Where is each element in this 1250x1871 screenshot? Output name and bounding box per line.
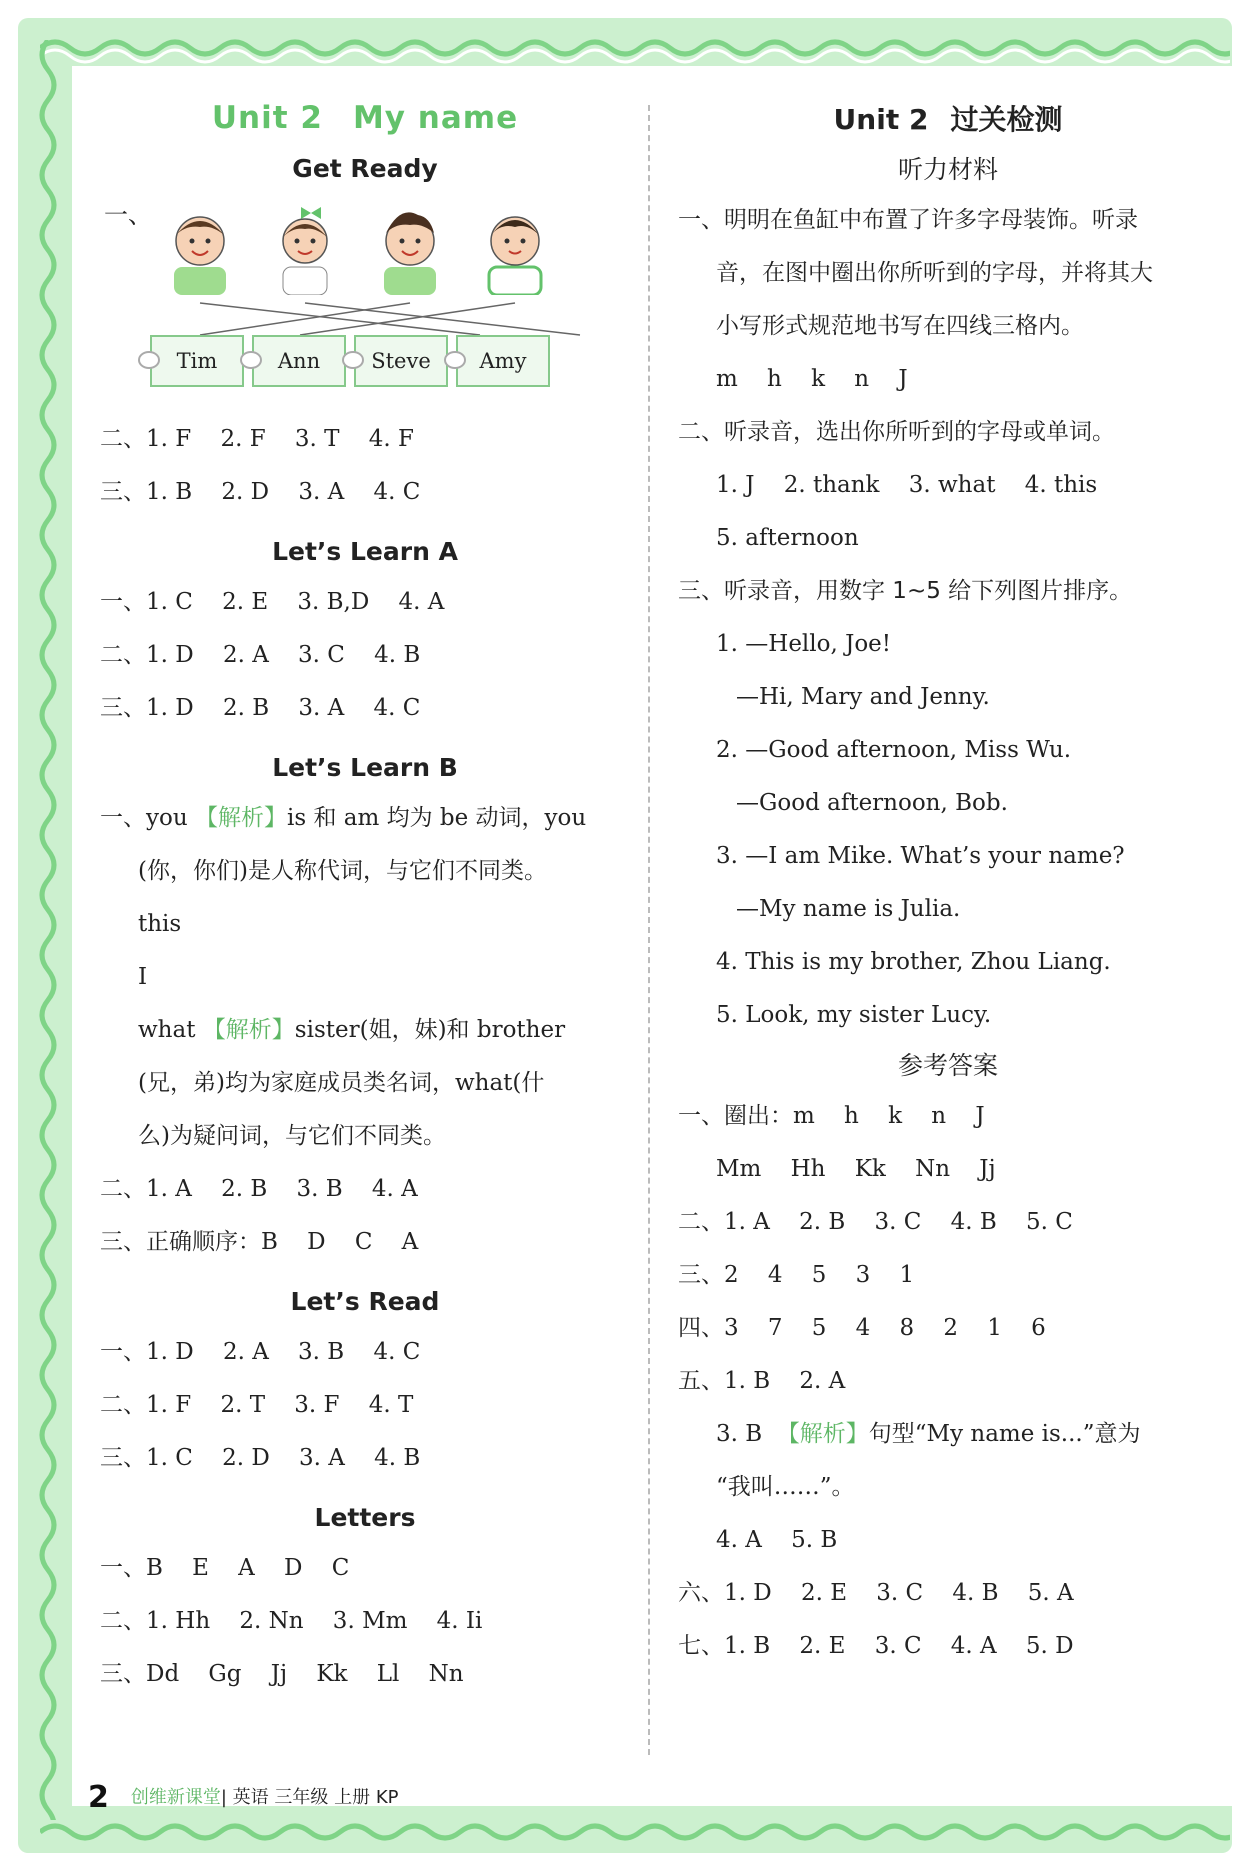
listening-line: 4. This is my brother, Zhou Liang. xyxy=(716,949,1111,975)
column-divider xyxy=(648,105,650,1755)
unit-title-left xyxy=(100,100,630,136)
listening-line: 1. —Hello, Joe! xyxy=(716,631,892,657)
answer-word: I xyxy=(138,964,148,990)
answer-line: 二、1. F 2. T 3. F 4. T xyxy=(100,1392,414,1418)
wave-border-top xyxy=(40,30,1230,66)
name-tag xyxy=(150,335,244,387)
section-heading-letters: Letters xyxy=(314,1503,416,1532)
listening-line: —Good afternoon, Bob. xyxy=(736,790,1008,816)
answer-line: 二、1. D 2. A 3. C 4. B xyxy=(100,642,421,668)
answer-line: 三、正确顺序：B D C A xyxy=(100,1229,419,1255)
answer-line: 七、1. B 2. E 3. C 4. A 5. D xyxy=(678,1633,1074,1659)
answer-line: 一、1. C 2. E 3. B,D 4. A xyxy=(100,589,445,615)
answer-line: 4. A 5. B xyxy=(716,1527,838,1553)
wave-border-left xyxy=(28,40,68,1820)
listening-line: 5. Look, my sister Lucy. xyxy=(716,1002,992,1028)
figure-question-number: 一、 xyxy=(104,201,152,229)
listening-heading: 听力材料 xyxy=(897,155,998,184)
analysis-text: 句型“My name is...”意为 xyxy=(868,1421,1141,1447)
answer-line-with-analysis xyxy=(100,792,630,845)
section-heading-read: Let’s Read xyxy=(290,1287,440,1316)
listening-line: 3. —I am Mike. What’s your name? xyxy=(716,843,1125,869)
listening-line: 小写形式规范地书写在四线三格内。 xyxy=(716,313,1084,339)
analysis-text: 么)为疑问词，与它们不同类。 xyxy=(138,1123,446,1149)
listening-line: 5. afternoon xyxy=(716,525,859,551)
answer-line: 一、圈出：m h k n J xyxy=(678,1103,985,1129)
section-heading-learn-b: Let’s Learn B xyxy=(272,753,458,782)
analysis-label: 【解析】 xyxy=(194,805,287,831)
answer-text: what xyxy=(138,1017,203,1043)
unit-label: Unit 2 xyxy=(833,103,929,136)
section-heading-get-ready: Get Ready xyxy=(292,154,438,183)
listening-line: 音，在图中圈出你所听到的字母，并将其大 xyxy=(716,260,1153,286)
analysis-text: (兄，弟)均为家庭成员类名词，what(什 xyxy=(138,1070,545,1096)
answer-line: 三、Dd Gg Jj Kk Ll Nn xyxy=(100,1661,464,1687)
matching-figure xyxy=(100,193,630,413)
listening-line: —My name is Julia. xyxy=(736,896,961,922)
unit-name: My name xyxy=(352,100,519,136)
answer-text: 一、you xyxy=(100,805,195,831)
answer-line-with-analysis xyxy=(100,1004,630,1057)
answer-line: 三、2 4 5 3 1 xyxy=(678,1262,915,1288)
name-tag xyxy=(456,335,550,387)
answer-line: 一、1. D 2. A 3. B 4. C xyxy=(100,1339,421,1365)
answer-text: 3. B xyxy=(716,1421,777,1447)
name-tag-label: Steve xyxy=(371,349,431,373)
answer-line: 一、B E A D C xyxy=(100,1555,350,1581)
answer-word: this xyxy=(138,911,182,937)
analysis-text: is 和 am 均为 be 动词，you xyxy=(286,805,587,831)
answer-line: 二、1. A 2. B 3. B 4. A xyxy=(100,1176,418,1202)
answer-line: 三、1. D 2. B 3. A 4. C xyxy=(100,695,421,721)
name-tag-label: Tim xyxy=(176,349,218,373)
analysis-label: 【解析】 xyxy=(202,1017,295,1043)
answer-line: 二、1. A 2. B 3. C 4. B 5. C xyxy=(678,1209,1073,1235)
analysis-text: “我叫……”。 xyxy=(716,1474,855,1500)
analysis-label: 【解析】 xyxy=(776,1421,869,1447)
right-column xyxy=(678,90,1218,1673)
unit-name: 过关检测 xyxy=(950,103,1063,136)
name-tag-label: Ann xyxy=(277,349,321,373)
listening-line: 一、明明在鱼缸中布置了许多字母装饰。听录 xyxy=(678,207,1138,233)
analysis-text: (你，你们)是人称代词，与它们不同类。 xyxy=(138,858,547,884)
name-tag xyxy=(252,335,346,387)
listening-line: m h k n J xyxy=(716,366,908,392)
answer-line: 三、1. B 2. D 3. A 4. C xyxy=(100,479,421,505)
listening-line: 2. —Good afternoon, Miss Wu. xyxy=(716,737,1072,763)
name-tag-label: Amy xyxy=(479,349,527,373)
answer-line: 五、1. B 2. A xyxy=(678,1368,846,1394)
answer-line: 二、1. F 2. F 3. T 4. F xyxy=(100,426,414,452)
listening-line: 1. J 2. thank 3. what 4. this xyxy=(716,472,1098,498)
left-column xyxy=(100,90,630,1701)
listening-line: 二、听录音，选出你所听到的字母或单词。 xyxy=(678,419,1115,445)
answer-line: 三、1. C 2. D 3. A 4. B xyxy=(100,1445,421,1471)
name-tag xyxy=(354,335,448,387)
brand-name: 创维新课堂 xyxy=(130,1787,221,1808)
section-heading-learn-a: Let’s Learn A xyxy=(272,537,458,566)
answer-line: 二、1. Hh 2. Nn 3. Mm 4. Ii xyxy=(100,1608,483,1634)
unit-title-right xyxy=(678,98,1218,138)
listening-line: 三、听录音，用数字 1~5 给下列图片排序。 xyxy=(678,578,1133,604)
wave-border-bottom xyxy=(40,1814,1230,1850)
answers-heading: 参考答案 xyxy=(897,1051,998,1080)
answer-line: Mm Hh Kk Nn Jj xyxy=(716,1156,996,1182)
unit-label: Unit 2 xyxy=(211,100,323,136)
answer-line-with-analysis xyxy=(678,1408,1218,1461)
page-number: 2 xyxy=(88,1780,109,1815)
listening-line: —Hi, Mary and Jenny. xyxy=(736,684,990,710)
answer-line: 四、3 7 5 4 8 2 1 6 xyxy=(678,1315,1046,1341)
answer-line: 六、1. D 2. E 3. C 4. B 5. A xyxy=(678,1580,1074,1606)
page-footer xyxy=(88,1780,398,1815)
book-info: | 英语 三年级 上册 KP xyxy=(220,1787,399,1808)
analysis-text: sister(姐，妹)和 brother xyxy=(294,1017,566,1043)
